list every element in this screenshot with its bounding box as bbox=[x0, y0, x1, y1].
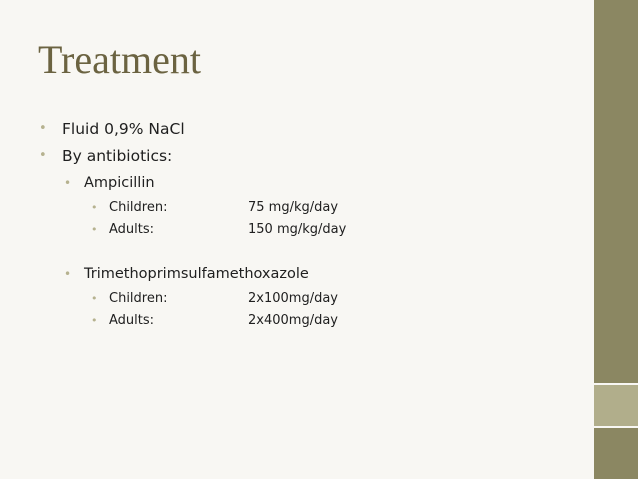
dose-value: 2x400mg/day bbox=[248, 313, 338, 328]
bullet-item-fluid bbox=[39, 119, 185, 139]
bullet-icon: • bbox=[64, 176, 72, 190]
bullet-icon: • bbox=[91, 201, 98, 214]
dose-value: 2x100mg/day bbox=[248, 291, 338, 306]
dose-group: Adults: bbox=[109, 222, 155, 237]
drug-name: Trimethoprimsulfamethoxazole bbox=[84, 266, 309, 282]
dose-value: 150 mg/kg/day bbox=[248, 222, 347, 237]
bullet-text: By antibiotics: bbox=[62, 147, 173, 165]
dose-row bbox=[91, 221, 347, 239]
dose-value: 75 mg/kg/day bbox=[248, 200, 339, 215]
bullet-icon: • bbox=[39, 148, 47, 163]
sidebar-bar-bottom bbox=[594, 428, 638, 479]
bullet-icon: • bbox=[64, 267, 72, 281]
dose-row bbox=[91, 290, 338, 308]
slide-title: Treatment bbox=[38, 37, 201, 82]
drug-item-trimethoprimsulfamethoxazole bbox=[64, 264, 309, 284]
drug-name: Ampicillin bbox=[84, 175, 155, 191]
drug-item-ampicillin bbox=[64, 173, 155, 193]
bullet-text: Fluid 0,9% NaCl bbox=[62, 120, 185, 138]
dose-row bbox=[91, 199, 339, 217]
bullet-item-antibiotics bbox=[39, 146, 173, 166]
sidebar-bar-accent bbox=[594, 385, 638, 426]
bullet-icon: • bbox=[39, 121, 47, 136]
dose-row bbox=[91, 312, 338, 330]
bullet-icon: • bbox=[91, 223, 98, 236]
dose-group: Adults: bbox=[109, 313, 155, 328]
bullet-icon: • bbox=[91, 314, 98, 327]
dose-group: Children: bbox=[109, 200, 168, 215]
dose-group: Children: bbox=[109, 291, 168, 306]
bullet-icon: • bbox=[91, 292, 98, 305]
sidebar-bar-top bbox=[594, 0, 638, 383]
